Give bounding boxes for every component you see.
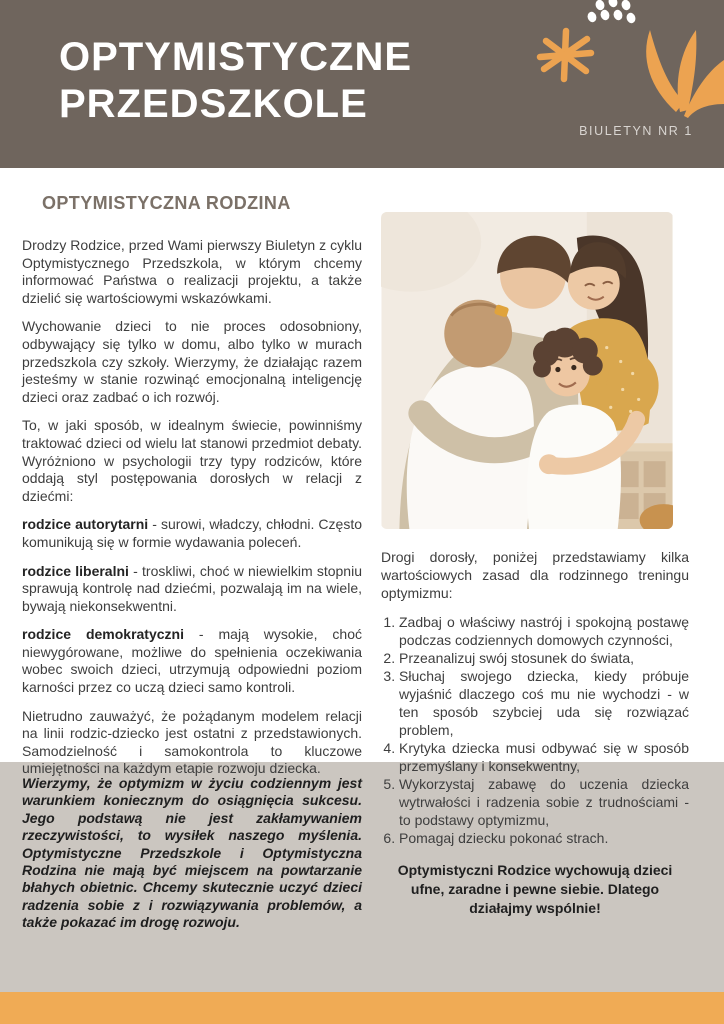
dots-icon [586, 0, 636, 24]
paragraph-intro-3: To, w jaki sposób, w idealnym świecie, powinniśmy traktować dzieci od wielu lat stanowi przedmiot debaty. Wyróżniono w psychologii trzy typy rodziców, które oddają styl postępowania dorosłych w relacji z dziećmi: [22, 417, 362, 504]
term-liberal: rodzice liberalni [22, 562, 129, 579]
tip-item-6: 6. Pomagaj dziecku pokonać strach. [399, 829, 689, 847]
leaf-icon [646, 30, 724, 118]
tips-list [381, 613, 689, 847]
term-democratic-description: - mają wysokie, choć niewygórowane, możliwe do spełnienia oczekiwania wobec swoich dzieci, utrzymują odpowiedni poziom karności przez co uczą dzieci samo kontroli. [22, 626, 362, 696]
orange-footer-band [0, 992, 724, 1024]
page-title-line1: OPTYMISTYCZNE [59, 35, 413, 79]
right-column [381, 548, 689, 918]
family-photo [381, 212, 673, 529]
term-democratic: rodzice demokratyczni [22, 626, 184, 643]
tip-item-4: 4. Krytyka dziecka musi odbywać się w sposób przemyślany i konsekwentny, [399, 739, 689, 775]
paragraph-parent-type-democratic [22, 626, 362, 696]
tip-item-5: 5. Wykorzystaj zabawę do uczenia dziecka wytrwałości i radzenia sobie z trudnościami - to podstawy optymizmu, [399, 775, 689, 829]
term-liberal-description: - troskliwi, choć w niewielkim stopniu sprawują kontrolę nad dziećmi, pozwalają im na wiele, bywają niekonsekwentni. [22, 562, 362, 614]
star-icon [540, 31, 591, 79]
page-title [59, 34, 412, 128]
tip-item-2: 2. Przeanalizuj swój stosunek do świata, [399, 649, 689, 667]
term-authoritarian: rodzice autorytarni [22, 516, 149, 533]
closing-note: Optymistyczni Rodzice wychowują dzieci ufne, zaradne i pewne siebie. Dlatego działajmy wspólnie! [397, 862, 673, 916]
tips-intro: Drogi dorosły, poniżej przedstawiamy kilka wartościowych zasad dla rodzinnego treningu optymizmu: [381, 549, 689, 601]
tip-item-3: 3. Słuchaj swojego dziecka, kiedy próbuje wyjaśnić dlaczego coś mu nie wychodzi - w ten sposób szybciej uda się rozwiązać problem, [399, 667, 689, 739]
header-banner [0, 0, 724, 168]
paragraph-parent-type-liberal [22, 563, 362, 616]
page-title-line2: PRZEDSZKOLE [59, 82, 368, 126]
tip-item-1: 1. Zadbaj o właściwy nastrój i spokojną postawę podczas codziennych domowych czynności, [399, 613, 689, 649]
paragraph-intro-1: Drodzy Rodzice, przed Wami pierwszy Biuletyn z cyklu Optymistycznego Przedszkola, w którym chcemy informować Państwa o realizacji projektu, a także dzielić się wartościowymi wskazówkami. [22, 237, 362, 306]
term-authoritarian-description: - surowi, władczy, chłodni. Często komunikują się w formie wydawania poleceń. [22, 516, 362, 550]
quote-block: Wierzymy, że optymizm w życiu codziennym jest warunkiem koniecznym do osiągnięcia sukcesu. Jego podstawą nie jest zakłamywaniem rzeczywistości, to wysiłek naszego myślenia. Optymistyczne Przedszkole i Optymistyczna Rodzina nie mają być miejscem na powtarzanie błahych obietnic. Chcemy skutecznie uczyć dzieci radzenia sobie z i rozwiązywania problemów, a także pokazać im drogę rozwoju. [22, 775, 362, 931]
family-photo-illustration [381, 212, 673, 529]
section-heading: OPTYMISTYCZNA RODZINA [42, 193, 291, 213]
paragraph-parent-type-authoritarian [22, 516, 362, 551]
left-column [22, 193, 362, 778]
issue-label: BIULETYN NR 1 [579, 124, 693, 138]
paragraph-intro-2: Wychowanie dzieci to nie proces odosobniony, odbywający się tylko w domu, albo tylko w murach przedszkola czy szkoły. Wierzymy, że działając razem jesteśmy w stanie rozwinąć emocjonalną inteligencję dzieci oraz zadbać o ich rozwój. [22, 318, 362, 405]
paragraph-summary: Nietrudno zauważyć, że pożądanym modelem relacji na linii rodzic-dziecko jest ostatni z przedstawionych. Samodzielność i samokontrola to kluczowe umiejętności na każdym etapie rozwoju dziecka. [22, 707, 362, 777]
